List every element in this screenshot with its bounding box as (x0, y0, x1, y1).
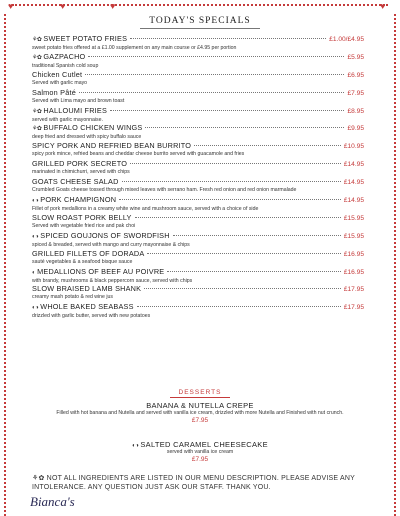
dessert-description: served with vanilla ice cream (166, 449, 234, 455)
item-name: Salmon Pâté (32, 87, 76, 97)
item-name: SPICY PORK AND REFRIED BEAN BURRITO (32, 141, 192, 151)
desserts-divider (170, 397, 230, 398)
heart-icon: ♥ (110, 1, 116, 11)
item-description: traditional Spanish cold soup (32, 62, 99, 69)
heart-icon: ♥ (60, 1, 66, 11)
right-dotted-border (394, 14, 396, 516)
item-price: £1.00/£4.95 (329, 36, 364, 43)
item-name: GRILLED PORK SECRETO (32, 159, 128, 169)
menu-item (32, 249, 364, 267)
gluten-free-icon: ◐◑ (32, 233, 39, 240)
item-price: £16.95 (343, 268, 364, 276)
menu-item (32, 284, 364, 302)
dessert-name: BANANA & NUTELLA CREPE (146, 401, 254, 410)
item-name: HALLOUMI FRIES (43, 105, 108, 115)
dessert-description: Filled with hot banana and Nutella and served with vanilla ice cream, drizzled with more Nutella and Finished with nut crunch. (56, 410, 344, 416)
page-title: TODAY'S SPECIALS (149, 16, 251, 26)
item-description: sweet potato fries offered at a £1.00 supplement on any main course or £4.95 per portion (32, 45, 237, 51)
item-price: £17.95 (343, 304, 364, 312)
item-description: creamy mash potato & red wine jus (32, 294, 114, 301)
item-name: WHOLE BAKED SEABASS (40, 302, 134, 312)
specials-list (32, 34, 364, 320)
menu-item (32, 106, 364, 124)
item-price: £16.95 (343, 250, 364, 258)
heart-icon: ♥ (380, 1, 386, 11)
dessert-price: £7.95 (191, 456, 209, 463)
restaurant-logo: Bianca's (30, 494, 75, 509)
item-description: spicy pork mince, refried beans and cheddar cheese burrito served with guacamole and fries (32, 151, 245, 158)
item-description: Served with garlic mayo (32, 79, 88, 86)
item-description: deep fried and dressed with spicy buffalo sauce (32, 134, 142, 141)
heart-icon: ♥ (8, 1, 14, 11)
dessert-item (40, 401, 360, 424)
left-dotted-border (4, 14, 6, 516)
vegetarian-icon: ⚘✿ (32, 37, 42, 43)
item-description: Crumbled Goats cheese tossed through mixed leaves with serrano ham. Fresh red onion and red onion marmalade (32, 187, 297, 194)
dessert-name: SALTED CARAMEL CHEESECAKE (140, 440, 268, 449)
item-price: £5.95 (347, 53, 364, 61)
vegetarian-icon: ⚘✿ (32, 54, 42, 61)
item-price: £14.95 (343, 179, 364, 187)
menu-item (32, 213, 364, 231)
item-name: SWEET POTATO FRIES (43, 34, 128, 43)
gluten-free-icon: ◐◑ (32, 305, 39, 312)
allergen-notice: ⚘✿ NOT ALL INGREDIENTS ARE LISTED IN OUR MENU DESCRIPTION. PLEASE ADVISE ANY INTOLERANCE. ANY QUESTION JUST ASK OUR STAFF. THANK YOU. (32, 475, 355, 491)
menu-item (32, 52, 364, 70)
item-price: £7.95 (347, 89, 364, 97)
item-price: £15.95 (343, 214, 364, 222)
item-description: spiced & breaded, served with mango and curry mayonnaise & chips (32, 241, 190, 248)
item-description: sauté vegetables & a seafood bisque sauce (32, 258, 133, 265)
item-description: Served with vegetable fried rice and pak choi (32, 222, 136, 229)
menu-item (32, 141, 364, 159)
item-price: £14.95 (343, 161, 364, 169)
menu-item (32, 88, 364, 106)
desserts-heading: DESSERTS (178, 389, 222, 396)
dessert-price: £7.95 (191, 417, 209, 424)
item-name: SLOW ROAST PORK BELLY (32, 212, 132, 222)
item-price: £6.95 (347, 71, 364, 79)
vegetarian-icon: ⚘✿ (32, 126, 42, 133)
item-description: marinated in chimichurri, served with chips (32, 169, 130, 176)
menu-item (32, 195, 364, 213)
item-price: £15.95 (343, 232, 364, 240)
dessert-item (40, 440, 360, 463)
item-price: £8.95 (347, 107, 364, 115)
item-description: Fillet of pork medallions in a creamy white wine and mushroom sauce, served with a choice of side (32, 206, 259, 213)
title-divider (140, 28, 260, 29)
item-name: GOATS CHEESE SALAD (32, 177, 119, 187)
item-name: BUFFALO CHICKEN WINGS (43, 123, 143, 133)
item-name: Chicken Cutlet (32, 69, 83, 79)
item-description: served with garlic mayonnaise. (32, 116, 103, 123)
item-price: £9.95 (347, 125, 364, 133)
gluten-free-icon: ◐◑ (132, 443, 139, 449)
menu-item (32, 123, 364, 141)
item-price: £17.95 (343, 286, 364, 294)
item-name: SPICED GOUJONS OF SWORDFISH (40, 230, 170, 240)
gluten-free-icon: ◐◑ (32, 198, 39, 205)
item-name: SLOW BRAISED LAMB SHANK (32, 284, 142, 294)
vegetarian-icon: ⚘✿ (32, 108, 42, 115)
menu-item (32, 231, 364, 249)
menu-item (32, 70, 364, 88)
item-name: PORK CHAMPIGNON (40, 195, 117, 205)
menu-item (32, 159, 364, 177)
menu-item (32, 302, 364, 320)
menu-item (32, 177, 364, 195)
gluten-free-icon: ◐ (32, 269, 36, 276)
item-name: MEDALLIONS OF BEEF AU POIVRE (37, 266, 165, 276)
item-description: drizzled with garlic butter, served with new potatoes (32, 313, 151, 320)
menu-item (32, 34, 364, 52)
item-description: with brandy, mushrooms & black peppercorn sauce, served with chips (32, 277, 193, 284)
item-name: GRILLED FILLETS OF DORADA (32, 248, 145, 258)
item-price: £10.95 (343, 143, 364, 151)
item-name: GAZPACHO (43, 51, 86, 61)
menu-item (32, 267, 364, 285)
item-description: Served with Lima mayo and brown toast (32, 97, 125, 104)
item-price: £14.95 (343, 197, 364, 205)
